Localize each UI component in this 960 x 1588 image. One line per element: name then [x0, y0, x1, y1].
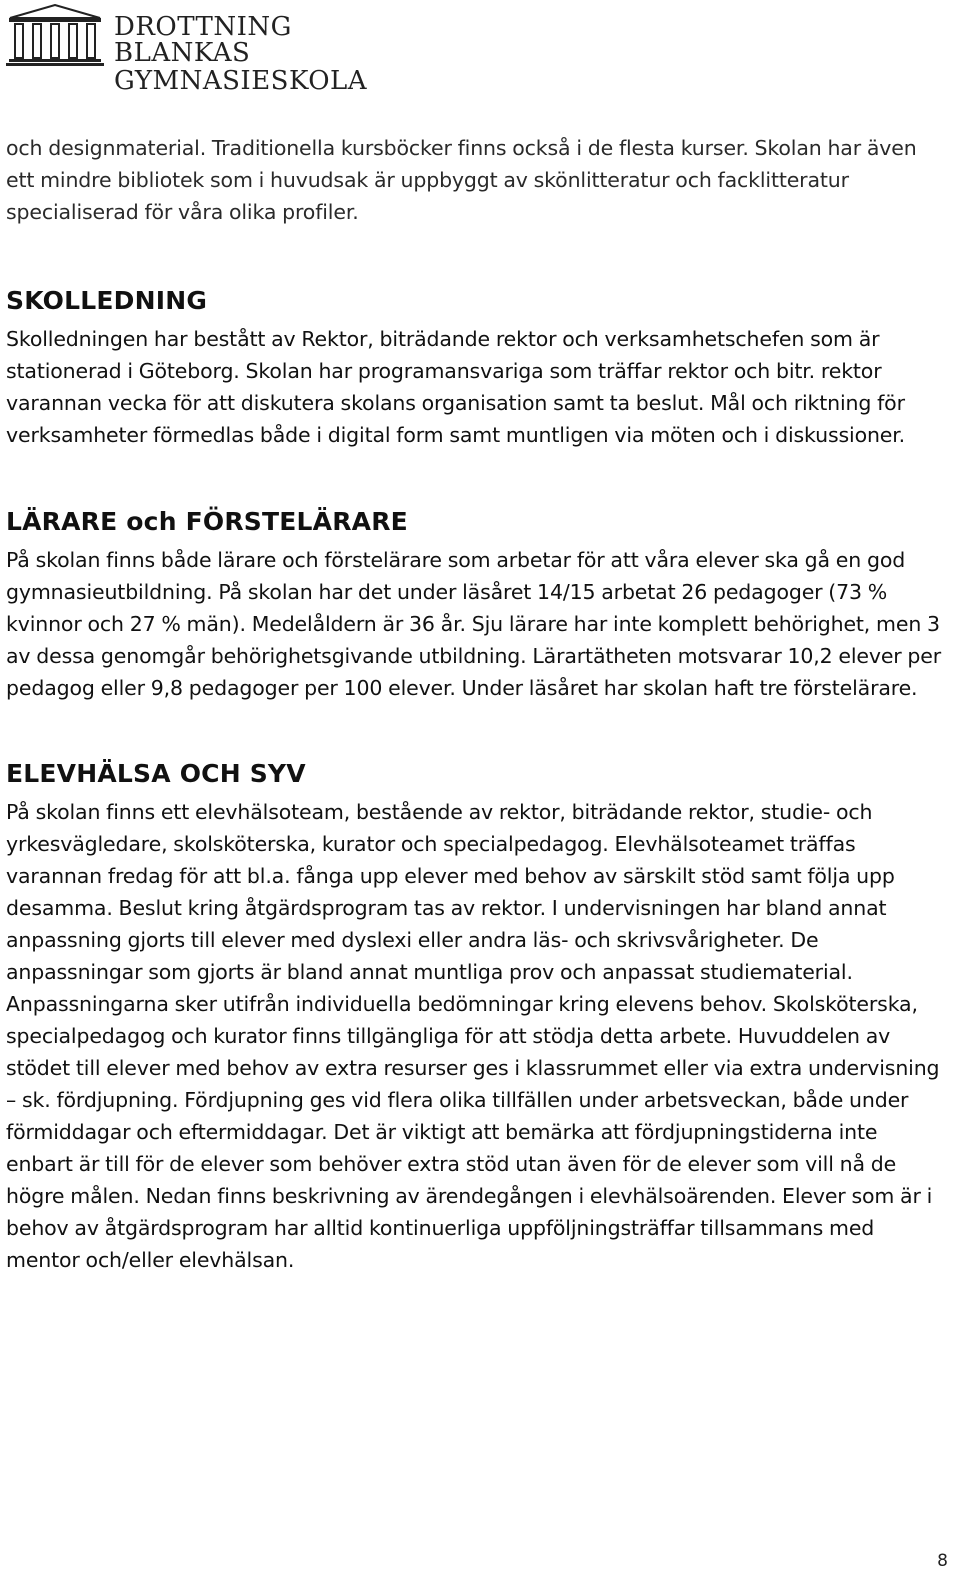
logo-text-line1: DROTTNING BLANKAS	[114, 12, 292, 68]
section-heading-elevhalsa: ELEVHÄLSA OCH SYV	[6, 759, 306, 788]
section-heading-larare: LÄRARE och FÖRSTELÄRARE	[6, 507, 408, 536]
page-number: 8	[937, 1551, 948, 1571]
document-body	[6, 132, 948, 1276]
logo-text-line2: GYMNASIESKOLA	[114, 66, 368, 96]
section-heading-skolledning: SKOLLEDNING	[6, 286, 208, 315]
section-text-skolledning: Skolledningen har bestått av Rektor, biträdande rektor och verksamhetschefen som är stationerad i Göteborg. Skolan har programansvariga som träffar rektor och bitr. rektor varannan vecka för att diskutera skolans organisation samt ta beslut. Mål och riktning för verksamheter förmedlas både i digital form samt muntligen via möten och i diskussioner.	[6, 327, 906, 447]
school-logo	[6, 4, 426, 96]
section-text-larare: På skolan finns både lärare och förstelärare som arbetar för att våra elever ska gå en god gymnasieutbildning. På skolan har det under läsåret 14/15 arbetat 26 pedagoger (73 % kvinnor och 27 % män). Medelåldern är 36 år. Sju lärare har inte komplett behörighet, men 3 av dessa genomgår behörighetsgivande utbildning. Lärartätheten motsvarar 10,2 elever per pedagog eller 9,8 pedagoger per 100 elever. Under läsåret har skolan haft tre förstelärare.	[6, 548, 942, 700]
building-columns-icon	[6, 4, 104, 66]
section-text-elevhalsa: På skolan finns ett elevhälsoteam, bestående av rektor, biträdande rektor, studie- och yrkesvägledare, skolsköterska, kurator och specialpedagog. Elevhälsoteamet träffas varannan fredag för att bl.a. fånga upp elever med behov av särskilt stöd samt följa upp desamma. Beslut kring åtgärdsprogram tas av rektor. I undervisningen har bland annat anpassning gjorts till elever med dyslexi eller andra läs- och skrivsvårigheter. De anpassningar som gjorts är bland annat muntliga prov och anpassat studiematerial. Anpassningarna sker utifrån individuella bedömningar kring elevens behov. Skolsköterska, specialpedagog och kurator finns tillgängliga för att stödja detta arbete. Huvuddelen av stödet till elever med behov av extra resurser ges i klassrummet eller via extra undervisning – sk. fördjupning. Fördjupning ges vid flera olika tillfällen under arbetsveckan, både under förmiddagar och eftermiddagar. Det är viktigt att bemärka att fördjupningstiderna inte enbart är till för de elever som behöver extra stöd utan även för de elever som vill nå de högre målen. Nedan finns beskrivning av ärendegången i elevhälsoärenden. Elever som är i behov av åtgärdsprogram har alltid kontinuerliga uppföljningsträffar tillsammans med mentor och/eller elevhälsan.	[6, 800, 940, 1272]
intro-paragraph: och designmaterial. Traditionella kursböcker finns också i de flesta kurser. Skolan har även ett mindre bibliotek som i huvudsak är uppbyggt av skönlitteratur och facklitteratur specialiserad för våra olika profiler.	[6, 136, 917, 224]
